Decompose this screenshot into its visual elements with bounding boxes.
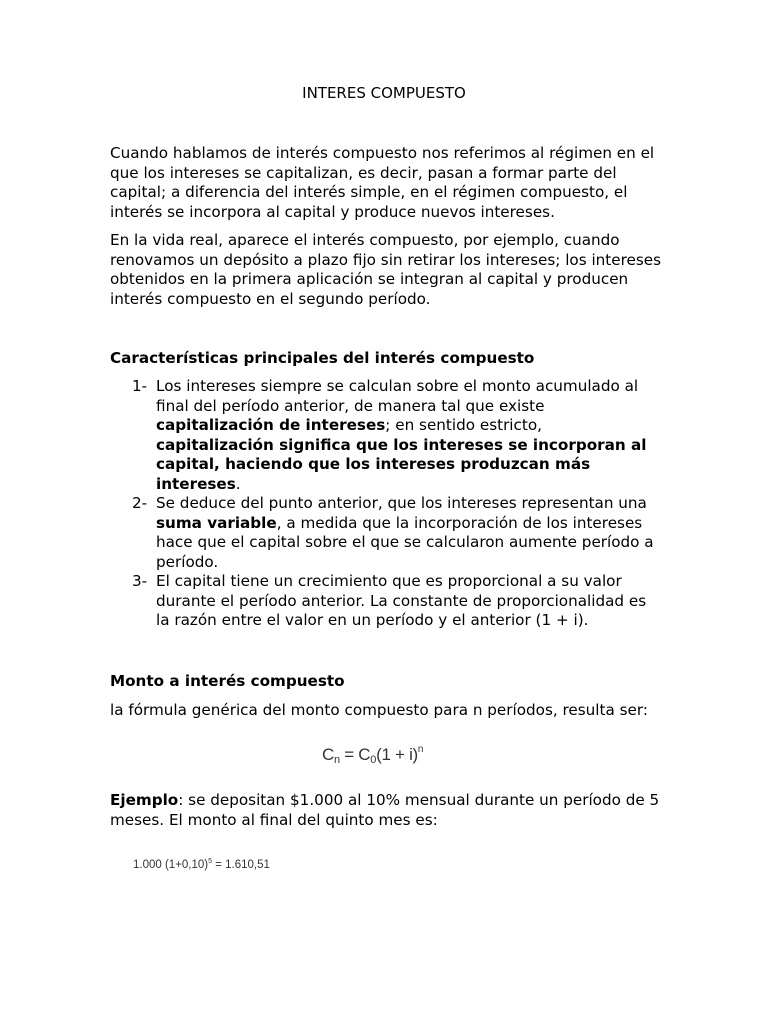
list-item-bold: capitalización significa que los intereses se incorporan al capital, haciendo que los intereses produzcan más intereses bbox=[156, 435, 647, 493]
example-label: Ejemplo bbox=[110, 791, 179, 809]
list-item-bold: capitalización de intereses bbox=[156, 416, 386, 434]
list-item-bold: suma variable bbox=[156, 513, 277, 532]
list-item-text: . bbox=[235, 474, 241, 493]
intro-paragraph-1: Cuando hablamos de interés compuesto nos referimos al régimen en el que los intereses se capitalizan, es decir, pasan a formar parte del capital; a diferencia del interés simple, en el régimen compuesto, el interés se incorpora al capital y produce nuevos intereses. bbox=[110, 144, 655, 221]
list-item-number: 3- bbox=[132, 572, 148, 590]
list-item-text: ; en sentido estricto, bbox=[385, 416, 542, 434]
list-item-text: Los intereses siempre se calculan sobre el monto acumulado al final del período anterior, de manera tal que existe bbox=[156, 377, 639, 415]
characteristics-list bbox=[110, 377, 662, 631]
example-calculation: 1.000 $(1+0,10)^5 = 1.610,51$ bbox=[133, 858, 270, 871]
list-item-number: 1- bbox=[132, 377, 148, 395]
list-item bbox=[110, 377, 662, 494]
list-item-text: , a medida que la incorporación de los intereses hace que el capital sobre el que se calcularon aumente período a período. bbox=[156, 513, 654, 571]
example-text: : se depositan $1.000 al 10% mensual durante un período de 5 meses. El monto al final del quinto mes es: bbox=[110, 791, 660, 829]
list-item-text: Se deduce del punto anterior, que los intereses representan una bbox=[156, 494, 647, 512]
document-title: INTERES COMPUESTO bbox=[302, 84, 466, 102]
compound-amount-formula: $C_n = C_0(1 + i)^n$ bbox=[322, 744, 424, 766]
monto-heading: Monto a interés compuesto bbox=[110, 672, 345, 690]
intro-paragraph-2: En la vida real, aparece el interés compuesto, por ejemplo, cuando renovamos un depósito a plazo fijo sin retirar los intereses; los intereses obtenidos en la primera aplicación se integran al capital y producen interés compuesto en el segundo período. bbox=[110, 231, 662, 308]
characteristics-heading: Características principales del interés compuesto bbox=[110, 349, 535, 367]
list-item bbox=[110, 494, 662, 572]
list-item-text: El capital tiene un crecimiento que es proporcional a su valor durante el período anterior. La constante de proporcionalidad es la razón entre el valor en un período y el anterior (1 + i). bbox=[156, 572, 647, 629]
monto-intro: la fórmula genérica del monto compuesto para n períodos, resulta ser: bbox=[110, 701, 648, 719]
list-item-number: 2- bbox=[132, 494, 148, 512]
example-paragraph bbox=[110, 791, 662, 830]
list-item bbox=[110, 572, 662, 631]
